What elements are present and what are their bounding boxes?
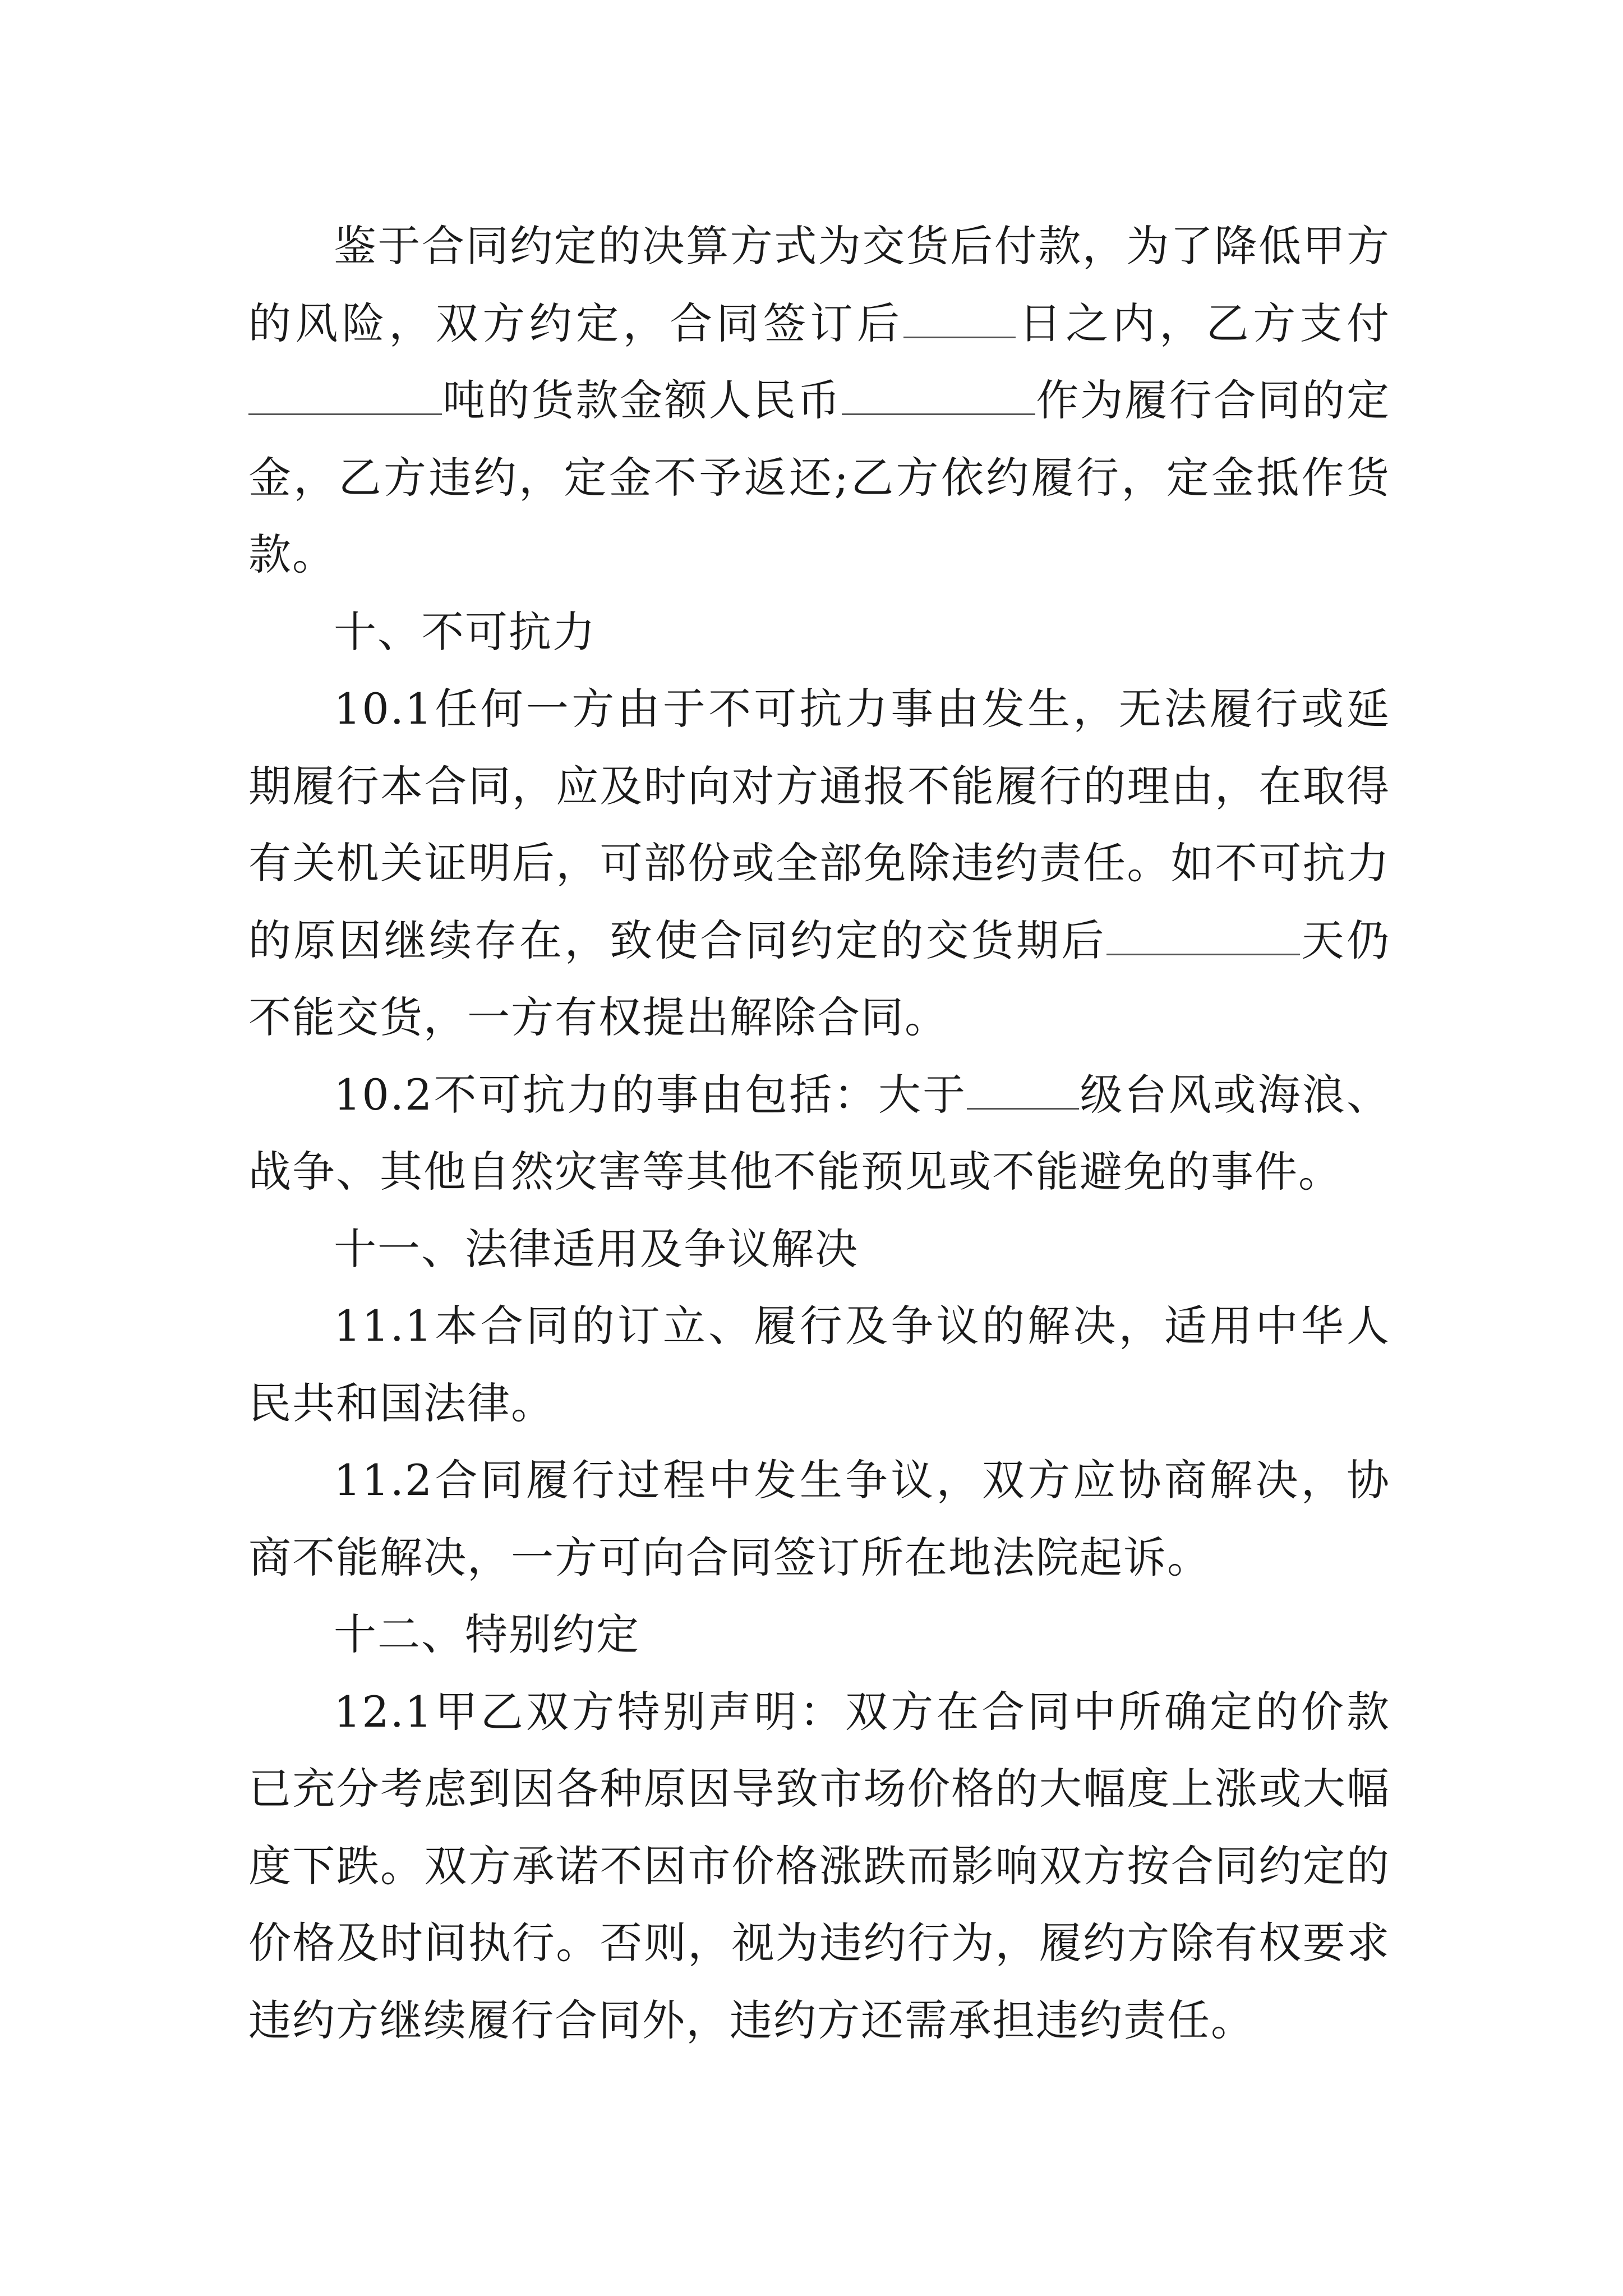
days-blank-field[interactable] (903, 302, 1016, 338)
document-body (248, 208, 1390, 2059)
clause-11-1: 11.1本合同的订立、履行及争议的解决，适用中华人民共和国法律。 (248, 1301, 1390, 1428)
clause-11-2: 11.2合同履行过程中发生争议，双方应协商解决，协商不能解决，一方可向合同签订所在地法院起诉。 (248, 1455, 1390, 1582)
clause-10-1: 10.1任何一方由于不可抗力事由发生，无法履行或延期履行本合同，应及时向对方通报不能履行的理由，在取得有关机关证明后，可部份或全部免除违约责任。如不可抗力的原因继续存在，致使合同约定的交货期后 天仍不能交货，一方有权提出解除合同。 (248, 684, 1391, 1042)
section-heading-special-agreement: 十二、特别约定 (334, 1609, 640, 1659)
clause-12-1: 12.1甲乙双方特别声明：双方在合同中所确定的价款已充分考虑到因各种原因导致市场价格的大幅度上涨或大幅度下跌。双方承诺不因市价格涨跌而影响双方按合同约定的价格及时间执行。否则，视为违约行为，履约方除有权要求违约方继续履行合同外，违约方还需承担违约责任。 (248, 1686, 1390, 2045)
clause-10-2: 10.2不可抗力的事由包括：大于 级台风或海浪、战争、其他自然灾害等其他不能预见或不能避免的事件。 (248, 1069, 1391, 1197)
deposit-paragraph: 鉴于合同约定的决算方式为交货后付款，为了降低甲方的风险，双方约定，合同签订后 日之内，乙方支付吨的货款金额人民币 作为履行合同的定金，乙方违约，定金不予返还;乙方依约履行，定金抵作货款。 (248, 221, 1391, 579)
delay-days-blank-field[interactable] (1106, 919, 1300, 955)
tonnage-blank-field[interactable] (248, 379, 442, 415)
section-heading-force-majeure: 十、不可抗力 (334, 606, 596, 657)
section-heading-law-disputes: 十一、法律适用及争议解决 (334, 1223, 859, 1274)
amount-blank-field[interactable] (842, 379, 1035, 415)
typhoon-level-blank-field[interactable] (967, 1073, 1079, 1110)
